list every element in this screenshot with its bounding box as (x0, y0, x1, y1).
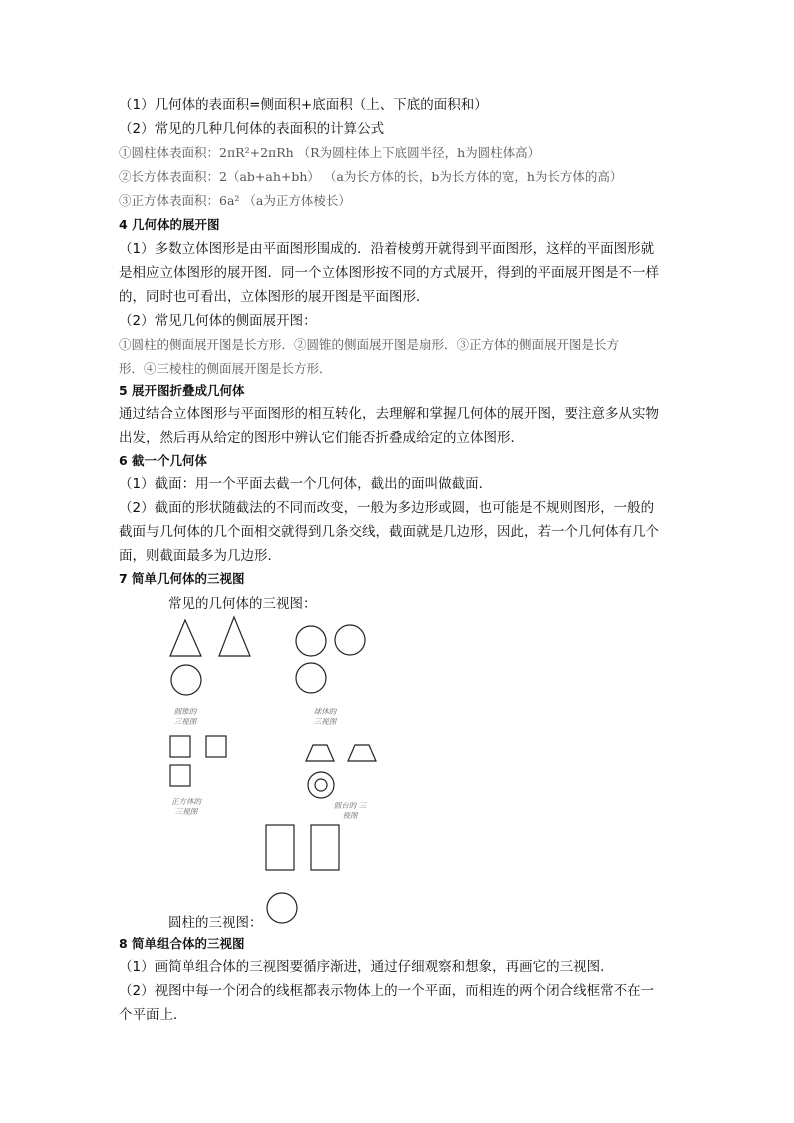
section-heading: 8 简单组合体的三视图 (119, 936, 245, 951)
text-line: 形．④三棱柱的侧面展开图是长方形． (119, 361, 332, 376)
frustum-top-view-inner (315, 779, 327, 791)
frustum-top-view-outer (308, 772, 334, 798)
cylinder-front-view (266, 825, 294, 870)
caption-line: 三视图 (313, 717, 337, 726)
caption-frustum (328, 801, 372, 821)
sphere-front-view (296, 626, 326, 656)
text-line: （2）常见的几种几何体的表面积的计算公式 (119, 121, 385, 137)
formula-line: ②长方体表面积：2（ab+ah+bh） （a为长方体的长，b为长方体的宽，h为长方体的高） (119, 169, 623, 184)
section-heading: 4 几何体的展开图 (119, 217, 220, 232)
formula-line: ③正方体表面积：6a² （a为正方体棱长） (119, 193, 351, 208)
sphere-side-view (335, 625, 365, 655)
cone-front-view (170, 620, 201, 656)
text-line: （1）截面：用一个平面去截一个几何体，截出的面叫做截面． (119, 476, 493, 492)
caption-line: 球体的 (313, 707, 337, 716)
caption-line: 三视图 (174, 807, 198, 816)
frustum-front-view (306, 745, 334, 761)
cube-front-view (170, 736, 190, 757)
section-heading: 5 展开图折叠成几何体 (119, 383, 245, 398)
caption-line: 圆台的 三 (333, 801, 367, 810)
caption-line: 三视图 (173, 717, 197, 726)
caption-line: 视图 (342, 811, 358, 820)
cube-top-view (170, 765, 190, 786)
text-line: （1）多数立体图形是由平面图形围成的．沿着棱剪开就得到平面图形，这样的平面图形就 (119, 241, 655, 257)
text-line: 是相应立体图形的展开图．同一个立体图形按不同的方式展开，得到的平面展开图是不一样 (119, 265, 659, 281)
caption-cube (166, 797, 206, 817)
text-line: （1）几何体的表面积=侧面积+底面积（上、下底的面积和） (119, 97, 488, 113)
cylinder-top-view (267, 893, 297, 923)
text-line: （2）常见几何体的侧面展开图： (119, 313, 317, 329)
text-line: 个平面上． (119, 1007, 187, 1023)
frustum-side-view (348, 745, 376, 761)
text-line: （2）截面的形状随截法的不同而改变，一般为多边形或圆，也可能是不规则图形，一般的 (119, 500, 655, 516)
section-heading: 7 简单几何体的三视图 (119, 571, 245, 586)
formula-line: ①圆柱体表面积：2πR²+2πRh （R为圆柱体上下底圆半径，h为圆柱体高） (119, 145, 541, 160)
caption-line: 圆锥的 (173, 707, 197, 716)
text-line: 通过结合立体图形与平面图形的相互转化，去理解和掌握几何体的展开图，要注意多从实物 (119, 406, 659, 422)
cone-side-view (219, 617, 250, 656)
section-heading: 6 截一个几何体 (119, 453, 208, 468)
text-line: （1）画简单组合体的三视图要循序渐进，通过仔细观察和想象，再画它的三视图． (119, 959, 614, 975)
cube-side-view (206, 736, 226, 757)
figure-title: 常见的几何体的三视图： (168, 596, 317, 612)
cone-top-view (171, 665, 201, 695)
cylinder-label: 圆柱的三视图： (168, 915, 263, 931)
cylinder-side-view (311, 825, 339, 870)
caption-line: 正方体的 (171, 797, 201, 806)
text-line: ①圆柱的侧面展开图是长方形．②圆锥的侧面展开图是扇形．③正方体的侧面展开图是长方 (119, 337, 620, 352)
text-line: 面，则截面最多为几边形． (119, 548, 281, 564)
text-line: （2）视图中每一个闭合的线框都表示物体上的一个平面，而相连的两个闭合线框常不在一 (119, 983, 655, 999)
caption-cone (168, 707, 202, 727)
sphere-top-view (296, 663, 326, 693)
caption-sphere (308, 707, 342, 727)
text-line: 截面与几何体的几个面相交就得到几条交线，截面就是几边形，因此，若一个几何体有几个 (119, 524, 659, 540)
text-line: 的，同时也可看出，立体图形的展开图是平面图形． (119, 289, 430, 305)
text-line: 出发，然后再从给定的图形中辨认它们能否折叠成给定的立体图形． (119, 430, 524, 446)
